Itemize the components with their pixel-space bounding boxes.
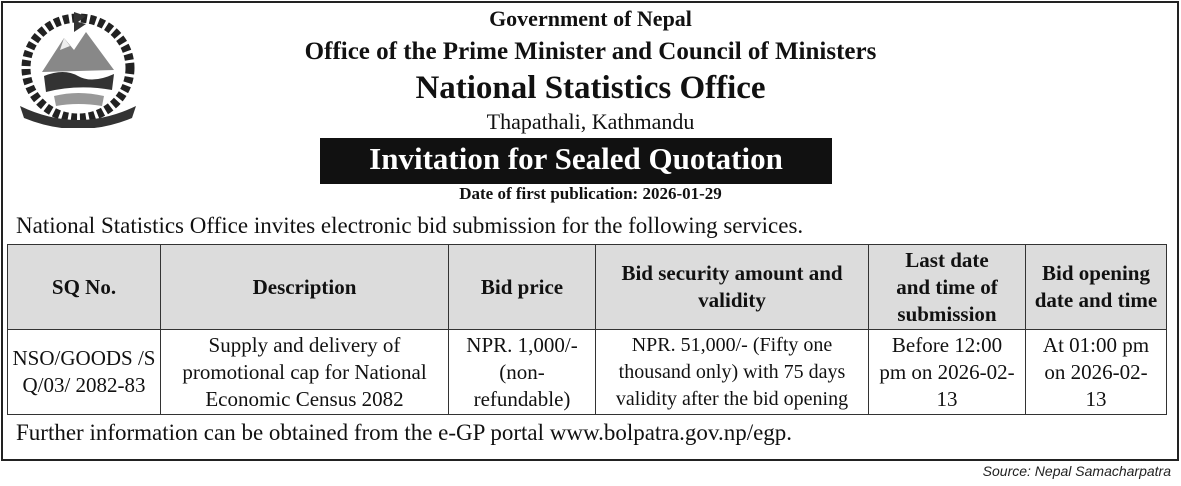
agency-heading: National Statistics Office xyxy=(415,70,766,106)
cell-bid-price: NPR. 1,000/- (non-refundable) xyxy=(449,330,596,415)
header-sq-no: SQ No. xyxy=(8,245,161,330)
government-heading: Government of Nepal xyxy=(489,6,692,31)
cell-bid-opening: At 01:00 pm on 2026-02-13 xyxy=(1026,330,1167,415)
source-credit: Source: Nepal Samacharpatra xyxy=(982,463,1171,479)
publication-date: Date of first publication: 2026-01-29 xyxy=(459,184,722,203)
cell-last-date: Before 12:00 pm on 2026-02-13 xyxy=(869,330,1026,415)
office-heading: Office of the Prime Minister and Council of Ministers xyxy=(304,38,877,65)
header-bid-opening: Bid opening date and time xyxy=(1026,245,1167,330)
address: Thapathali, Kathmandu xyxy=(486,109,695,134)
cell-sq-no: NSO/GOODS /SQ/03/ 2082-83 xyxy=(8,330,161,415)
cell-bid-security: NPR. 51,000/- (Fifty one thousand only) with 75 days validity after the bid opening xyxy=(596,330,869,415)
table-row xyxy=(8,330,1167,415)
header-bid-price: Bid price xyxy=(449,245,596,330)
notice-title-banner: Invitation for Sealed Quotation xyxy=(320,138,832,184)
intro-text: National Statistics Office invites electronic bid submission for the following services. xyxy=(16,213,804,238)
header-last-date: Last date and time of submission xyxy=(869,245,1026,330)
header-description: Description xyxy=(161,245,449,330)
cell-description: Supply and delivery of promotional cap for National Economic Census 2082 xyxy=(161,330,449,415)
header-bid-security: Bid security amount and validity xyxy=(596,245,869,330)
footer-text: Further information can be obtained from the e-GP portal www.bolpatra.gov.np/egp. xyxy=(16,420,793,445)
quotation-table xyxy=(7,244,1167,415)
table-header-row xyxy=(8,245,1167,330)
